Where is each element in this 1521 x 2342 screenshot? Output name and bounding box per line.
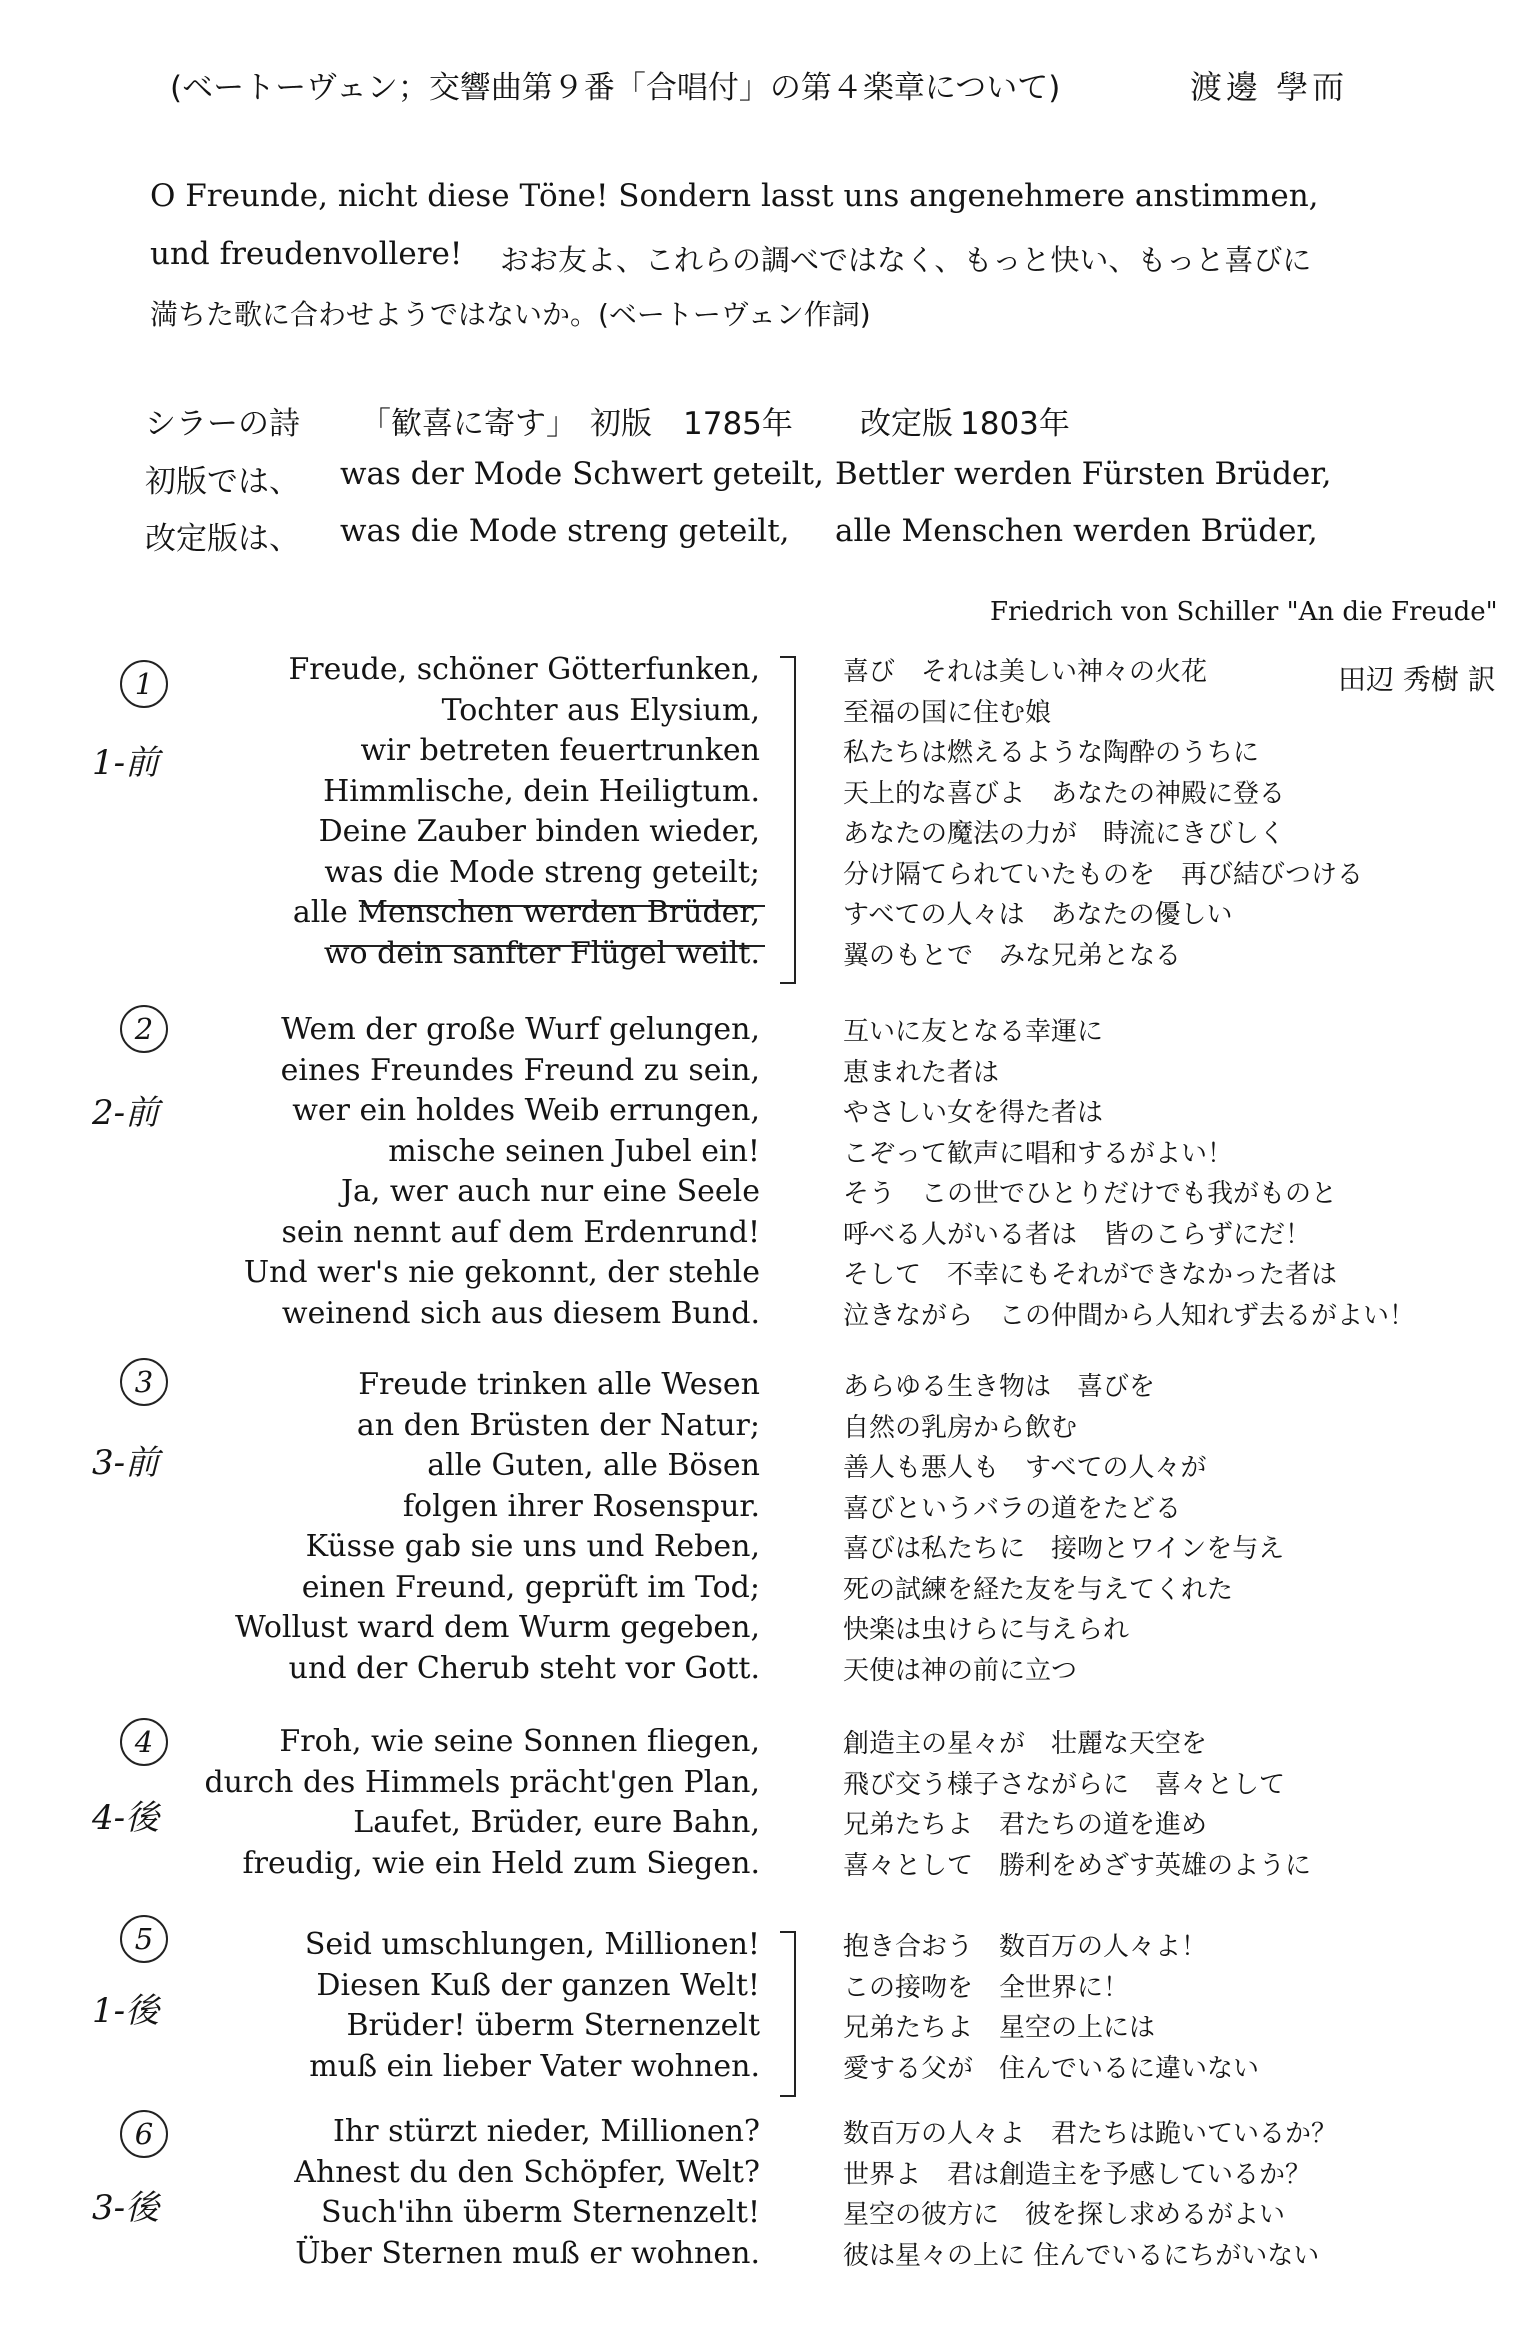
japanese-line: 呼べる人がいる者は 皆のこらずにだ！ xyxy=(843,1219,1312,1250)
japanese-line: そう この世でひとりだけでも我がものと xyxy=(843,1179,1338,1209)
german-line: Ja, wer auch nur eine Seele xyxy=(340,1174,760,1209)
japanese-line: 至福の国に住む娘 xyxy=(843,697,1052,728)
poem-attribution: Friedrich von Schiller "An die Freude" xyxy=(990,597,1498,627)
german-line: wir betreten feuertrunken xyxy=(360,733,760,768)
stanza-number: 6 xyxy=(120,2110,168,2158)
japanese-line: 愛する父が 住んでいるに違いない xyxy=(843,2053,1260,2084)
german-line: Brüder! überm Sternenzelt xyxy=(346,2008,760,2043)
japanese-line: 数百万の人々よ 君たちは跪いているか？ xyxy=(843,2119,1338,2149)
editions-first-line-b: Bettler werden Fürsten Brüder, xyxy=(835,456,1332,492)
german-line: wer ein holdes Weib errungen, xyxy=(292,1093,760,1128)
german-line: an den Brüsten der Natur; xyxy=(356,1407,760,1443)
japanese-line: 分け隔てられていたものを 再び結びつける xyxy=(843,859,1364,890)
german-verse xyxy=(244,1010,760,1334)
german-line: Froh, wie seine Sonnen fliegen, xyxy=(279,1724,760,1759)
editions-revised-line-a: was die Mode streng geteilt, xyxy=(340,513,790,549)
japanese-line: そして 不幸にもそれができなかった者は xyxy=(843,1260,1338,1290)
editions-first-label: 初版では、 xyxy=(145,464,300,500)
german-verse xyxy=(235,1365,760,1689)
german-line: wo dein sanfter Flügel weilt. xyxy=(323,935,760,971)
japanese-line: 死の試練を経た友を与えてくれた xyxy=(843,1574,1234,1605)
german-line: durch des Himmels prächt'gen Plan, xyxy=(204,1764,760,1800)
german-line: Ahnest du den Schöpfer, Welt? xyxy=(294,2154,760,2190)
stanza-handwritten-mark: 2-前 xyxy=(92,1093,160,1133)
japanese-translation xyxy=(843,652,1363,976)
japanese-line: 恵まれた者は xyxy=(843,1057,1000,1088)
german-line: Wollust ward dem Wurm gegeben, xyxy=(235,1610,760,1645)
german-line: Freude, schöner Götterfunken, xyxy=(288,652,760,687)
editions-first-line-a: was der Mode Schwert geteilt, xyxy=(340,456,824,492)
japanese-line: 世界よ 君は創造主を予感しているか？ xyxy=(843,2159,1312,2190)
underline-mark xyxy=(330,945,765,947)
german-line: Laufet, Brüder, eure Bahn, xyxy=(353,1805,760,1840)
japanese-line: 星空の彼方に 彼を探し求めるがよい xyxy=(843,2200,1286,2230)
japanese-line: この接吻を 全世界に！ xyxy=(843,1972,1130,2003)
german-line: weinend sich aus diesem Bund. xyxy=(281,1295,760,1331)
editions-first-edition: 初版 1785年 xyxy=(590,406,793,442)
german-line: alle Menschen werden Brüder, xyxy=(292,895,760,930)
stanza-bracket xyxy=(780,1931,796,2097)
german-line: Über Sternen muß er wohnen. xyxy=(295,2235,760,2271)
japanese-line: すべての人々は あなたの優しい xyxy=(843,900,1233,930)
editions-revised-row-label: 改定版は、 xyxy=(145,521,300,557)
stanza-number: 3 xyxy=(120,1358,168,1406)
editions-revised-year: 1803年 xyxy=(960,406,1070,442)
intro-line-1: O Freunde, nicht diese Töne! Sondern lasst uns angenehmere anstimmen, xyxy=(150,178,1319,214)
japanese-line: 天上的な喜びよ あなたの神殿に登る xyxy=(843,778,1286,809)
stanza-handwritten-mark: 3-前 xyxy=(92,1443,160,1483)
japanese-line: 私たちは燃えるような陶酔のうちに xyxy=(843,738,1260,768)
german-verse xyxy=(288,650,760,974)
editions-poem-title: 「歓喜に寄す」 xyxy=(360,406,577,442)
japanese-line: 創造主の星々が 壮麗な天空を xyxy=(843,1729,1208,1759)
german-line: Deine Zauber binden wieder, xyxy=(318,814,760,849)
intro-line-2: und freudenvollere! xyxy=(150,236,463,272)
underline-mark xyxy=(360,905,765,907)
stanza-handwritten-mark: 4-後 xyxy=(92,1798,160,1838)
german-line: Und wer's nie gekonnt, der stehle xyxy=(243,1255,760,1290)
japanese-line: 自然の乳房から飲む xyxy=(843,1412,1078,1443)
japanese-line: 互いに友となる幸運に xyxy=(843,1017,1104,1047)
japanese-translation xyxy=(843,1927,1259,2089)
german-verse xyxy=(204,1722,760,1884)
japanese-line: 抱き合おう 数百万の人々よ！ xyxy=(843,1932,1208,1962)
german-line: einen Freund, geprüft im Tod; xyxy=(301,1569,760,1605)
editions-revised-label: 改定版 xyxy=(860,406,953,442)
stanza-number: 4 xyxy=(120,1718,168,1766)
stanza-number: 2 xyxy=(120,1005,168,1053)
german-verse xyxy=(294,2112,760,2274)
japanese-line: 兄弟たちよ 君たちの道を進め xyxy=(843,1810,1208,1840)
german-line: Küsse gab sie uns und Reben, xyxy=(305,1529,760,1564)
german-verse xyxy=(305,1925,760,2087)
japanese-translation xyxy=(843,2114,1337,2276)
german-line: Such'ihn überm Sternenzelt! xyxy=(321,2195,760,2230)
german-line: Freude trinken alle Wesen xyxy=(358,1367,760,1402)
german-line: Tochter aus Elysium, xyxy=(441,692,760,728)
japanese-line: 彼は星々の上に 住んでいるにちがいない xyxy=(843,2240,1320,2271)
japanese-translation xyxy=(843,1367,1284,1691)
german-line: eines Freundes Freund zu sein, xyxy=(280,1052,760,1088)
document-title: (ベートーヴェン；交響曲第９番「合唱付」の第４楽章について) xyxy=(170,70,1061,106)
intro-line-3: 満ちた歌に合わせようではないか。(ベートーヴェン作詞) xyxy=(150,298,871,331)
stanza-handwritten-mark: 3-後 xyxy=(92,2188,160,2228)
intro-line-2-japanese: おお友よ、これらの調べではなく、もっと快い、もっと喜びに xyxy=(500,243,1312,277)
editions-poem-label: シラーの詩 xyxy=(145,406,300,442)
translator-credit: 田辺 秀樹 訳 xyxy=(1338,663,1496,696)
german-line: sein nennt auf dem Erdenrund! xyxy=(281,1214,760,1250)
german-line: mische seinen Jubel ein! xyxy=(388,1133,760,1169)
stanza-number: 5 xyxy=(120,1915,168,1963)
stanza-handwritten-mark: 1-前 xyxy=(92,743,160,783)
japanese-line: 兄弟たちよ 星空の上には xyxy=(843,2013,1156,2043)
japanese-line: やさしい女を得た者は xyxy=(843,1098,1104,1128)
editions-revised-line-b: alle Menschen werden Brüder, xyxy=(835,513,1318,549)
german-line: muß ein lieber Vater wohnen. xyxy=(309,2048,760,2084)
stanza-number: 1 xyxy=(120,660,168,708)
japanese-translation xyxy=(843,1012,1415,1336)
german-line: Himmlische, dein Heiligtum. xyxy=(323,773,760,809)
japanese-line: 喜び それは美しい神々の火花 xyxy=(843,657,1208,687)
german-line: Diesen Kuß der ganzen Welt! xyxy=(316,1967,760,2003)
japanese-line: こぞって歓声に唱和するがよい！ xyxy=(843,1138,1234,1169)
japanese-line: 喜びは私たちに 接吻とワインを与え xyxy=(843,1534,1285,1564)
japanese-line: 喜々として 勝利をめざす英雄のように xyxy=(843,1850,1312,1881)
japanese-line: 善人も悪人も すべての人々が xyxy=(843,1453,1207,1483)
japanese-line: 飛び交う様子さながらに 喜々として xyxy=(843,1769,1286,1800)
german-line: alle Guten, alle Bösen xyxy=(427,1448,760,1483)
japanese-line: 快楽は虫けらに与えられ xyxy=(843,1615,1130,1645)
japanese-line: 天使は神の前に立つ xyxy=(843,1655,1078,1686)
document-author: 渡邊 學而 xyxy=(1190,68,1349,106)
german-line: Ihr stürzt nieder, Millionen? xyxy=(333,2114,760,2149)
german-line: und der Cherub steht vor Gott. xyxy=(288,1650,760,1686)
japanese-translation xyxy=(843,1724,1311,1886)
japanese-line: あらゆる生き物は 喜びを xyxy=(843,1372,1156,1402)
stanza-handwritten-mark: 1-後 xyxy=(92,1991,160,2031)
german-line: was die Mode streng geteilt; xyxy=(324,854,760,890)
german-line: folgen ihrer Rosenspur. xyxy=(402,1488,760,1524)
german-line: freudig, wie ein Held zum Siegen. xyxy=(242,1845,760,1881)
german-line: Seid umschlungen, Millionen! xyxy=(304,1927,760,1962)
stanza-bracket xyxy=(780,656,796,984)
japanese-line: 翼のもとで みな兄弟となる xyxy=(843,940,1182,971)
german-line: Wem der große Wurf gelungen, xyxy=(281,1012,760,1047)
japanese-line: 泣きながら この仲間から人知れず去るがよい！ xyxy=(843,1300,1416,1331)
japanese-line: あなたの魔法の力が 時流にきびしく xyxy=(843,819,1286,849)
japanese-line: 喜びというバラの道をたどる xyxy=(843,1493,1182,1524)
